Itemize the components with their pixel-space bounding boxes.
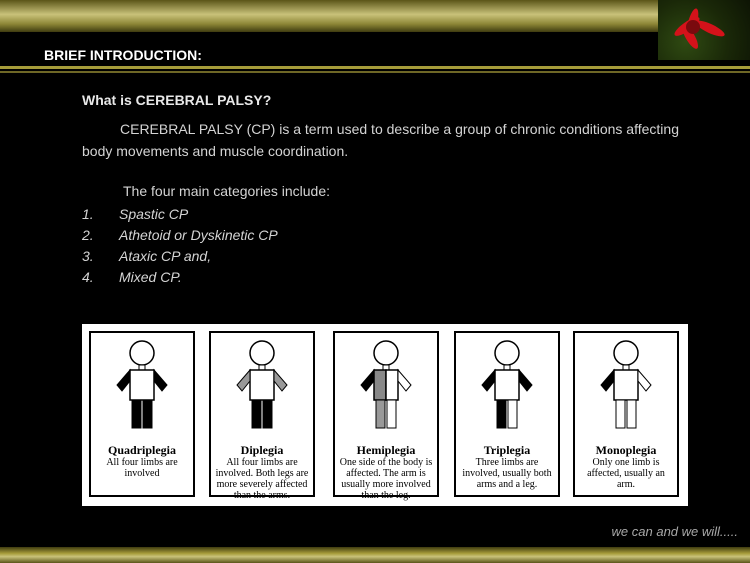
categories-list <box>82 204 278 288</box>
section-heading: What is CEREBRAL PALSY? <box>82 92 272 108</box>
title-divider-thin <box>0 71 750 73</box>
monoplegia-card: Monoplegia Only one limb is affected, usually an arm. <box>573 331 679 497</box>
hemiplegia-body-icon <box>335 337 437 429</box>
list-item: 4. Mixed CP. <box>82 269 182 285</box>
list-item: 2. Athetoid or Dyskinetic CP <box>82 227 278 243</box>
diplegia-card: Diplegia All four limbs are involved. Both legs are more severely affected than the arms. <box>209 331 315 497</box>
triplegia-body-icon <box>456 337 558 429</box>
list-item: 1. Spastic CP <box>82 206 189 222</box>
tagline: we can and we will..... <box>611 524 738 539</box>
triplegia-card: Triplegia Three limbs are involved, usually both arms and a leg. <box>454 331 560 497</box>
hemiplegia-card: Hemiplegia One side of the body is affected. The arm is usually more involved than the leg. <box>333 331 439 497</box>
list-item: 3. Ataxic CP and, <box>82 248 212 264</box>
top-gold-band <box>0 0 750 32</box>
definition-paragraph <box>82 118 682 162</box>
flower-photo <box>658 0 750 60</box>
categories-intro: The four main categories include: <box>123 183 330 199</box>
title-divider <box>0 66 750 69</box>
definition-text: CEREBRAL PALSY (CP) is a term used to describe a group of chronic conditions affecting body movements and muscle coordination. <box>82 121 679 159</box>
diplegia-body-icon <box>211 337 313 429</box>
bottom-gold-band <box>0 547 750 563</box>
quadriplegia-body-icon <box>91 337 193 429</box>
slide-title: BRIEF INTRODUCTION: <box>44 47 202 63</box>
cp-types-figure <box>82 324 688 506</box>
monoplegia-body-icon <box>575 337 677 429</box>
quadriplegia-card: Quadriplegia All four limbs are involved <box>89 331 195 497</box>
